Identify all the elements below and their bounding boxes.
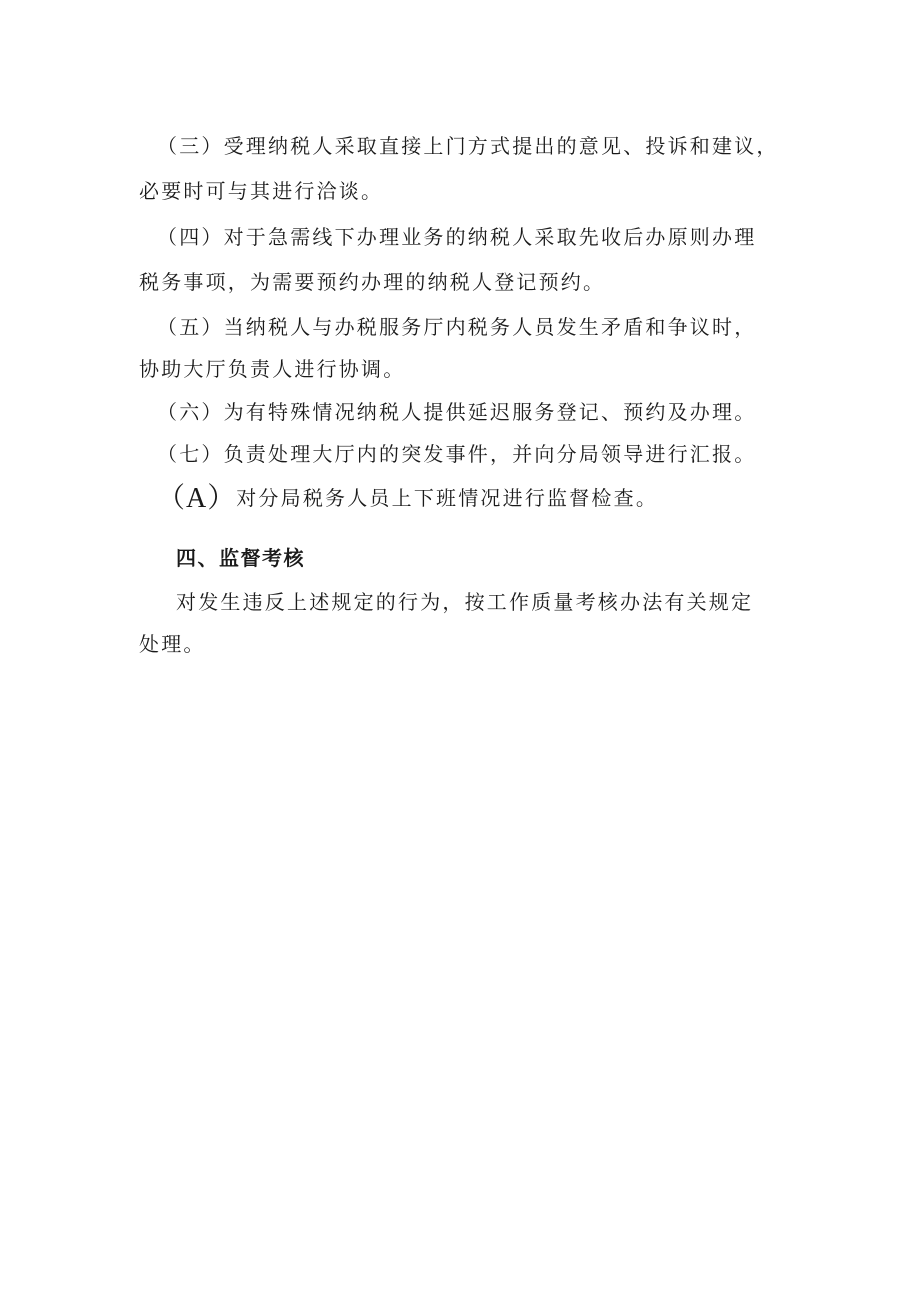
section-heading: 四、监督考核 [176,546,305,570]
item-5-line-1: （五）当纳税人与办税服务厅内税务人员发生矛盾和争议时， [157,315,757,339]
section-body-line-2: 处理。 [139,632,206,656]
section-body-line-1: 对发生违反上述规定的行为，按工作质量考核办法有关规定 [176,590,754,614]
item-a [157,484,837,513]
item-5-line-2: 协助大厅负责人进行协调。 [139,357,406,381]
item-3-line-1: （三）受理纳税人采取直接上门方式提出的意见、投诉和建议， [157,134,779,158]
item-a-marker: （A） [157,483,237,514]
item-3-line-2: 必要时可与其进行洽谈。 [139,179,384,203]
item-4-line-1: （四）对于急需线下办理业务的纳税人采取先收后办原则办理 [157,225,757,249]
item-a-text: 对分局税务人员上下班情况进行监督检查。 [236,486,659,510]
item-7-line-1: （七）负责处理大厅内的突发事件，并向分局领导进行汇报。 [157,442,757,466]
item-6-line-1: （六）为有特殊情况纳税人提供延迟服务登记、预约及办理。 [157,400,757,424]
item-4-line-2: 税务事项，为需要预约办理的纳税人登记预约。 [139,270,606,294]
